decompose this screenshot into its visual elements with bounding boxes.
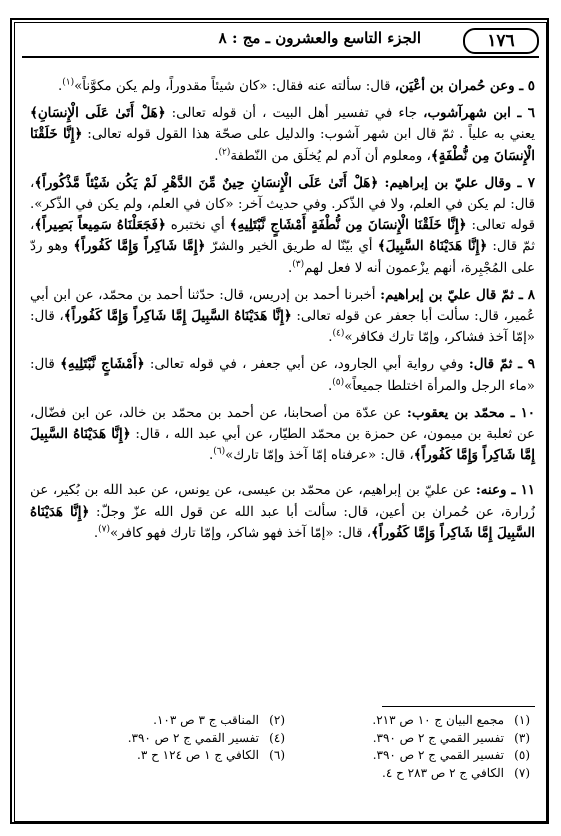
footnote-text: تفسير القمي ج ٢ ص ٣٩٠. [127, 730, 259, 745]
footnote-item [40, 730, 285, 748]
footnote-ref: (٤) [332, 328, 345, 339]
page-header [22, 28, 539, 54]
footnote-number: (٣) [514, 730, 530, 745]
quran-verse: ﴿هَلْ أَتَىٰ عَلَى الْإِنسَانِ حِينٌ مِّنَ الدَّهْرِ لَمْ يَكُن شَيْئاً مَّذْكُوراً﴾ [34, 174, 379, 191]
quran-verse: ﴿إِنَّا خَلَقْنَا الْإِنسَانَ مِن نُّطْفَةٍ أَمْشَاجٍ نَّبْتَلِيهِ﴾ [229, 217, 467, 234]
narration-lead: ٨ ـ ثمّ قال عليّ بن إبراهيم: [380, 286, 535, 303]
footnote-item [285, 747, 530, 765]
footnote-number: (٢) [269, 713, 285, 727]
footnote-ref: (١) [62, 77, 75, 88]
quran-verse: ﴿إِنَّا هَدَيْنَاهُ السَّبِيلَ إِمَّا شَاكِراً وَإِمَّا كَفُوراً﴾ [63, 308, 292, 325]
footnote-row [40, 765, 530, 783]
footnote-ref: (٥) [332, 377, 345, 388]
footnote-item [40, 765, 285, 783]
footnote-item [285, 765, 530, 783]
narration-text: جاء في تفسير أهل البيت ، أن قوله تعالى: [165, 106, 424, 122]
footnote-ref: (٦) [213, 446, 226, 457]
quran-verse: ﴿إِنَّا هَدَيْنَاهُ السَّبِيلَ إِمَّا شَاكِراً وَإِمَّا كَفُوراً﴾ [30, 426, 535, 464]
header-rule [22, 56, 539, 58]
narration-lead: ٩ ـ ثمّ قال: [468, 356, 535, 373]
footnote-separator [382, 706, 535, 707]
narration-lead: ١١ ـ وعنه: [475, 482, 535, 499]
quran-verse: ﴿فَجَعَلْنَاهُ سَمِيعاً بَصِيراً﴾ [34, 217, 166, 234]
quran-verse: ﴿إِمَّا شَاكِراً وَإِمَّا كَفُوراً﴾ [73, 238, 206, 255]
footnote-number: (١) [514, 713, 530, 727]
running-title: الجزء التاسع والعشرون ـ مج : ٨ [218, 29, 421, 47]
narration-lead: ٧ ـ وقال عليّ بن إبراهيم: [378, 174, 535, 191]
narration-lead: ٦ ـ ابن شهرآشوب، [423, 105, 535, 122]
footnote-text: المناقب ج ٣ ص ١٠٣. [153, 713, 259, 727]
narration-text: أي نختبره [165, 218, 230, 234]
footnote-number: (٦) [269, 748, 285, 763]
footnote-text: تفسير القمي ج ٢ ص ٣٩٠. [372, 748, 504, 763]
footnote-item [40, 747, 285, 765]
footnote-number: (٤) [269, 730, 285, 745]
narration-text: وفي رواية أبي الجارود، عن أبي جعفر ، في قوله تعالى: [144, 357, 469, 373]
paragraph-9: ٩ ـ ثمّ قال: وفي رواية أبي الجارود، عن أبي جعفر ، في قوله تعالى: ﴿أَمْشَاجٍ نَّبْتَلِيهِ﴾ قال: «ماء الرجل والمرأة اختلطا جميعاً»$^{(٥)}$. [30, 356, 535, 394]
footnote-ref: (٧) [98, 524, 110, 535]
paragraph-10: ١٠ ـ محمّد بن يعقوب: عن عدّة من أصحابنا، عن أحمد بن محمّد بن خالد، عن ابن فضّال، عن ثعلبة بن ميمون، عن حمزة بن محمّد الطيّار، عن أبي عبد الله ، قال: ﴿إِنَّا هَدَيْنَاهُ السَّبِيلَ إِمَّا شَاكِراً وَإِمَّا كَفُوراً﴾، قال: «عرفناه إمّا آخذ وإمّا تارك»$^{(٦)}$. [30, 404, 536, 464]
page-number: ١٧٦ [463, 28, 539, 54]
narration-text: ، قال: «إمّا آخذ فهو شاكر، وإمّا تارك فهو كافر» [109, 525, 372, 541]
footnote-number: (٧) [514, 765, 530, 780]
narration-text: ، ثمّ قال: [30, 218, 536, 255]
footnote-ref: (٢) [218, 147, 231, 158]
paragraph-7: ٧ ـ وقال عليّ بن إبراهيم: ﴿هَلْ أَتَىٰ عَلَى الْإِنسَانِ حِينٌ مِّنَ الدَّهْرِ لَمْ يَكُن شَيْئاً مَّذْكُوراً﴾، قال: لم يكن في العلم، ولا في الذّكر. وفي حديث آخر: «كان في العلم، ولم يكن في الذّكر». قوله تعالى: ﴿إِنَّا خَلَقْنَا الْإِنسَانَ مِن نُّطْفَةٍ أَمْشَاجٍ نَّبْتَلِيهِ﴾ أي نختبره ﴿فَجَعَلْنَاهُ سَمِيعاً بَصِيراً﴾، ثمّ قال: ﴿إِنَّا هَدَيْنَاهُ السَّبِيلَ﴾ أي بيّنّا له طريق الخير والشرّ ﴿إِمَّا شَاكِراً وَإِمَّا كَفُوراً﴾ وهو ردّ على المُجْبِرة، أنهم يزْعمون أنه لا فعل لهم$^{(٣)}$. [30, 174, 536, 276]
quran-verse: ﴿إِنَّا هَدَيْنَاهُ السَّبِيلَ﴾ [377, 238, 488, 255]
narration-text: عن عدّة من أصحابنا، عن أحمد بن محمّد بن خالد، عن ابن فضّال، عن ثعلبة بن ميمون، عن حمزة بن محمّد الطيّار، عن أبي عبد الله ، قال: [30, 405, 536, 443]
quran-verse: ﴿أَمْشَاجٍ نَّبْتَلِيهِ﴾ [60, 356, 145, 373]
narration-text: يعني به علياً . ثمّ قال ابن شهر آشوب: والدليل على صحّة هذا القول قوله تعالى: [82, 127, 535, 143]
footnote-item [40, 712, 285, 730]
footnote-row [40, 712, 530, 730]
footnote-text: الكافي ج ١ ص ١٢٤ ح ٣. [137, 748, 259, 763]
narration-lead: ١٠ ـ محمّد بن يعقوب: [406, 404, 535, 421]
quran-verse: ﴿هَلْ أَتَىٰ عَلَى الْإِنسَانِ﴾ [30, 105, 166, 122]
narration-text: أي بيّنّا له طريق الخير والشرّ [205, 239, 378, 255]
narration-text: ، قال: «إمّا آخذ فشاكر، وإمّا تارك فكافر» [30, 309, 535, 346]
quran-verse: ﴿إِنَّا هَدَيْنَاهُ السَّبِيلَ إِمَّا شَاكِراً وَإِمَّا كَفُوراً﴾ [30, 503, 535, 541]
footnote-item [285, 730, 530, 748]
narration-text: أخبرنا أحمد بن إدريس، قال: حدّثنا أحمد بن محمّد، عن ابن أبي عُمير، قال: سألت أبا جعفر عن قوله تعالى: [30, 287, 535, 325]
paragraph-8: ٨ ـ ثمّ قال عليّ بن إبراهيم: أخبرنا أحمد بن إدريس، قال: حدّثنا أحمد بن محمّد، عن ابن أبي عُمير، قال: سألت أبا جعفر عن قوله تعالى: ﴿إِنَّا هَدَيْنَاهُ السَّبِيلَ إِمَّا شَاكِراً وَإِمَّا كَفُوراً﴾، قال: «إمّا آخذ فشاكر، وإمّا تارك فكافر»$^{(٤)}$. [30, 286, 535, 346]
narration-lead: ٥ ـ وعن حُمران بن أعْيَن، [394, 78, 535, 94]
footnote-text: مجمع البيان ج ١٠ ص ٢١٣. [372, 713, 504, 727]
paragraph-11: ١١ ـ وعنه: عن عليّ بن إبراهيم، عن محمّد بن عيسى، عن يونس، عن عبد الله بن بُكير، عن زُرارة، عن حُمران بن أعين، قال: سألت أبا عبد الله عن قول الله عزّ وجلّ: ﴿إِنَّا هَدَيْنَاهُ السَّبِيلَ إِمَّا شَاكِراً وَإِمَّا كَفُوراً﴾، قال: «إمّا آخذ فهو شاكر، وإمّا تارك فهو كافر»$^{(٧)}$. [30, 482, 535, 541]
narration-text: عن عليّ بن إبراهيم، عن محمّد بن عيسى، عن يونس، عن عبد الله بن بُكير، عن زُرارة، عن حُمران بن أعين، قال: سألت أبا عبد الله عن قول الله عزّ وجلّ: [30, 483, 535, 520]
footnote-row [40, 747, 530, 765]
footnote-text: الكافي ج ٢ ص ٢٨٣ ح ٤. [382, 765, 504, 780]
footnote-text: تفسير القمي ج ٢ ص ٣٩٠. [372, 730, 504, 745]
narration-text: قال: «ماء الرجل والمرأة اختلطا جميعاً» [30, 357, 535, 394]
quran-verse: ﴿إِنَّا خَلَقْنَا الْإِنسَانَ مِن نُّطْفَةٍ﴾ [30, 126, 535, 164]
footnotes [40, 712, 530, 782]
main-text [30, 76, 535, 544]
narration-text: ، ومعلوم أن آدم لم يُخلَق من النّطفة [230, 148, 431, 164]
narration-text: قال: سألته عنه فقال: «كان شيئاً مقدوراً، ولم يكن مكوَّناً» [74, 79, 395, 94]
footnote-number: (٥) [514, 748, 530, 763]
narration-text: ، قال: لم يكن في العلم، ولا في الذّكر. وفي حديث آخر: «كان في العلم، ولم يكن في الذّكر». قوله تعالى: [30, 175, 535, 234]
footnote-row [40, 730, 530, 748]
narration-text: ، قال: «عرفناه إمّا آخذ وإمّا تارك» [225, 448, 414, 464]
footnote-item [285, 712, 530, 730]
footnote-ref: (٣) [292, 259, 305, 270]
narration-text: وهو ردّ على المُجْبِرة، أنهم يزْعمون أنه لا فعل لهم [30, 239, 535, 276]
paragraph-5: ٥ ـ وعن حُمران بن أعْيَن، قال: سألته عنه فقال: «كان شيئاً مقدوراً، ولم يكن مكوَّناً»$^{(١)}$. [57, 77, 535, 94]
paragraph-6: ٦ ـ ابن شهرآشوب، جاء في تفسير أهل البيت ، أن قوله تعالى: ﴿هَلْ أَتَىٰ عَلَى الْإِنسَانِ﴾ يعني به علياً . ثمّ قال ابن شهر آشوب: والدليل على صحّة هذا القول قوله تعالى: ﴿إِنَّا خَلَقْنَا الْإِنسَانَ مِن نُّطْفَةٍ﴾، ومعلوم أن آدم لم يُخلَق من النّطفة$^{(٢)}$. [30, 105, 535, 164]
